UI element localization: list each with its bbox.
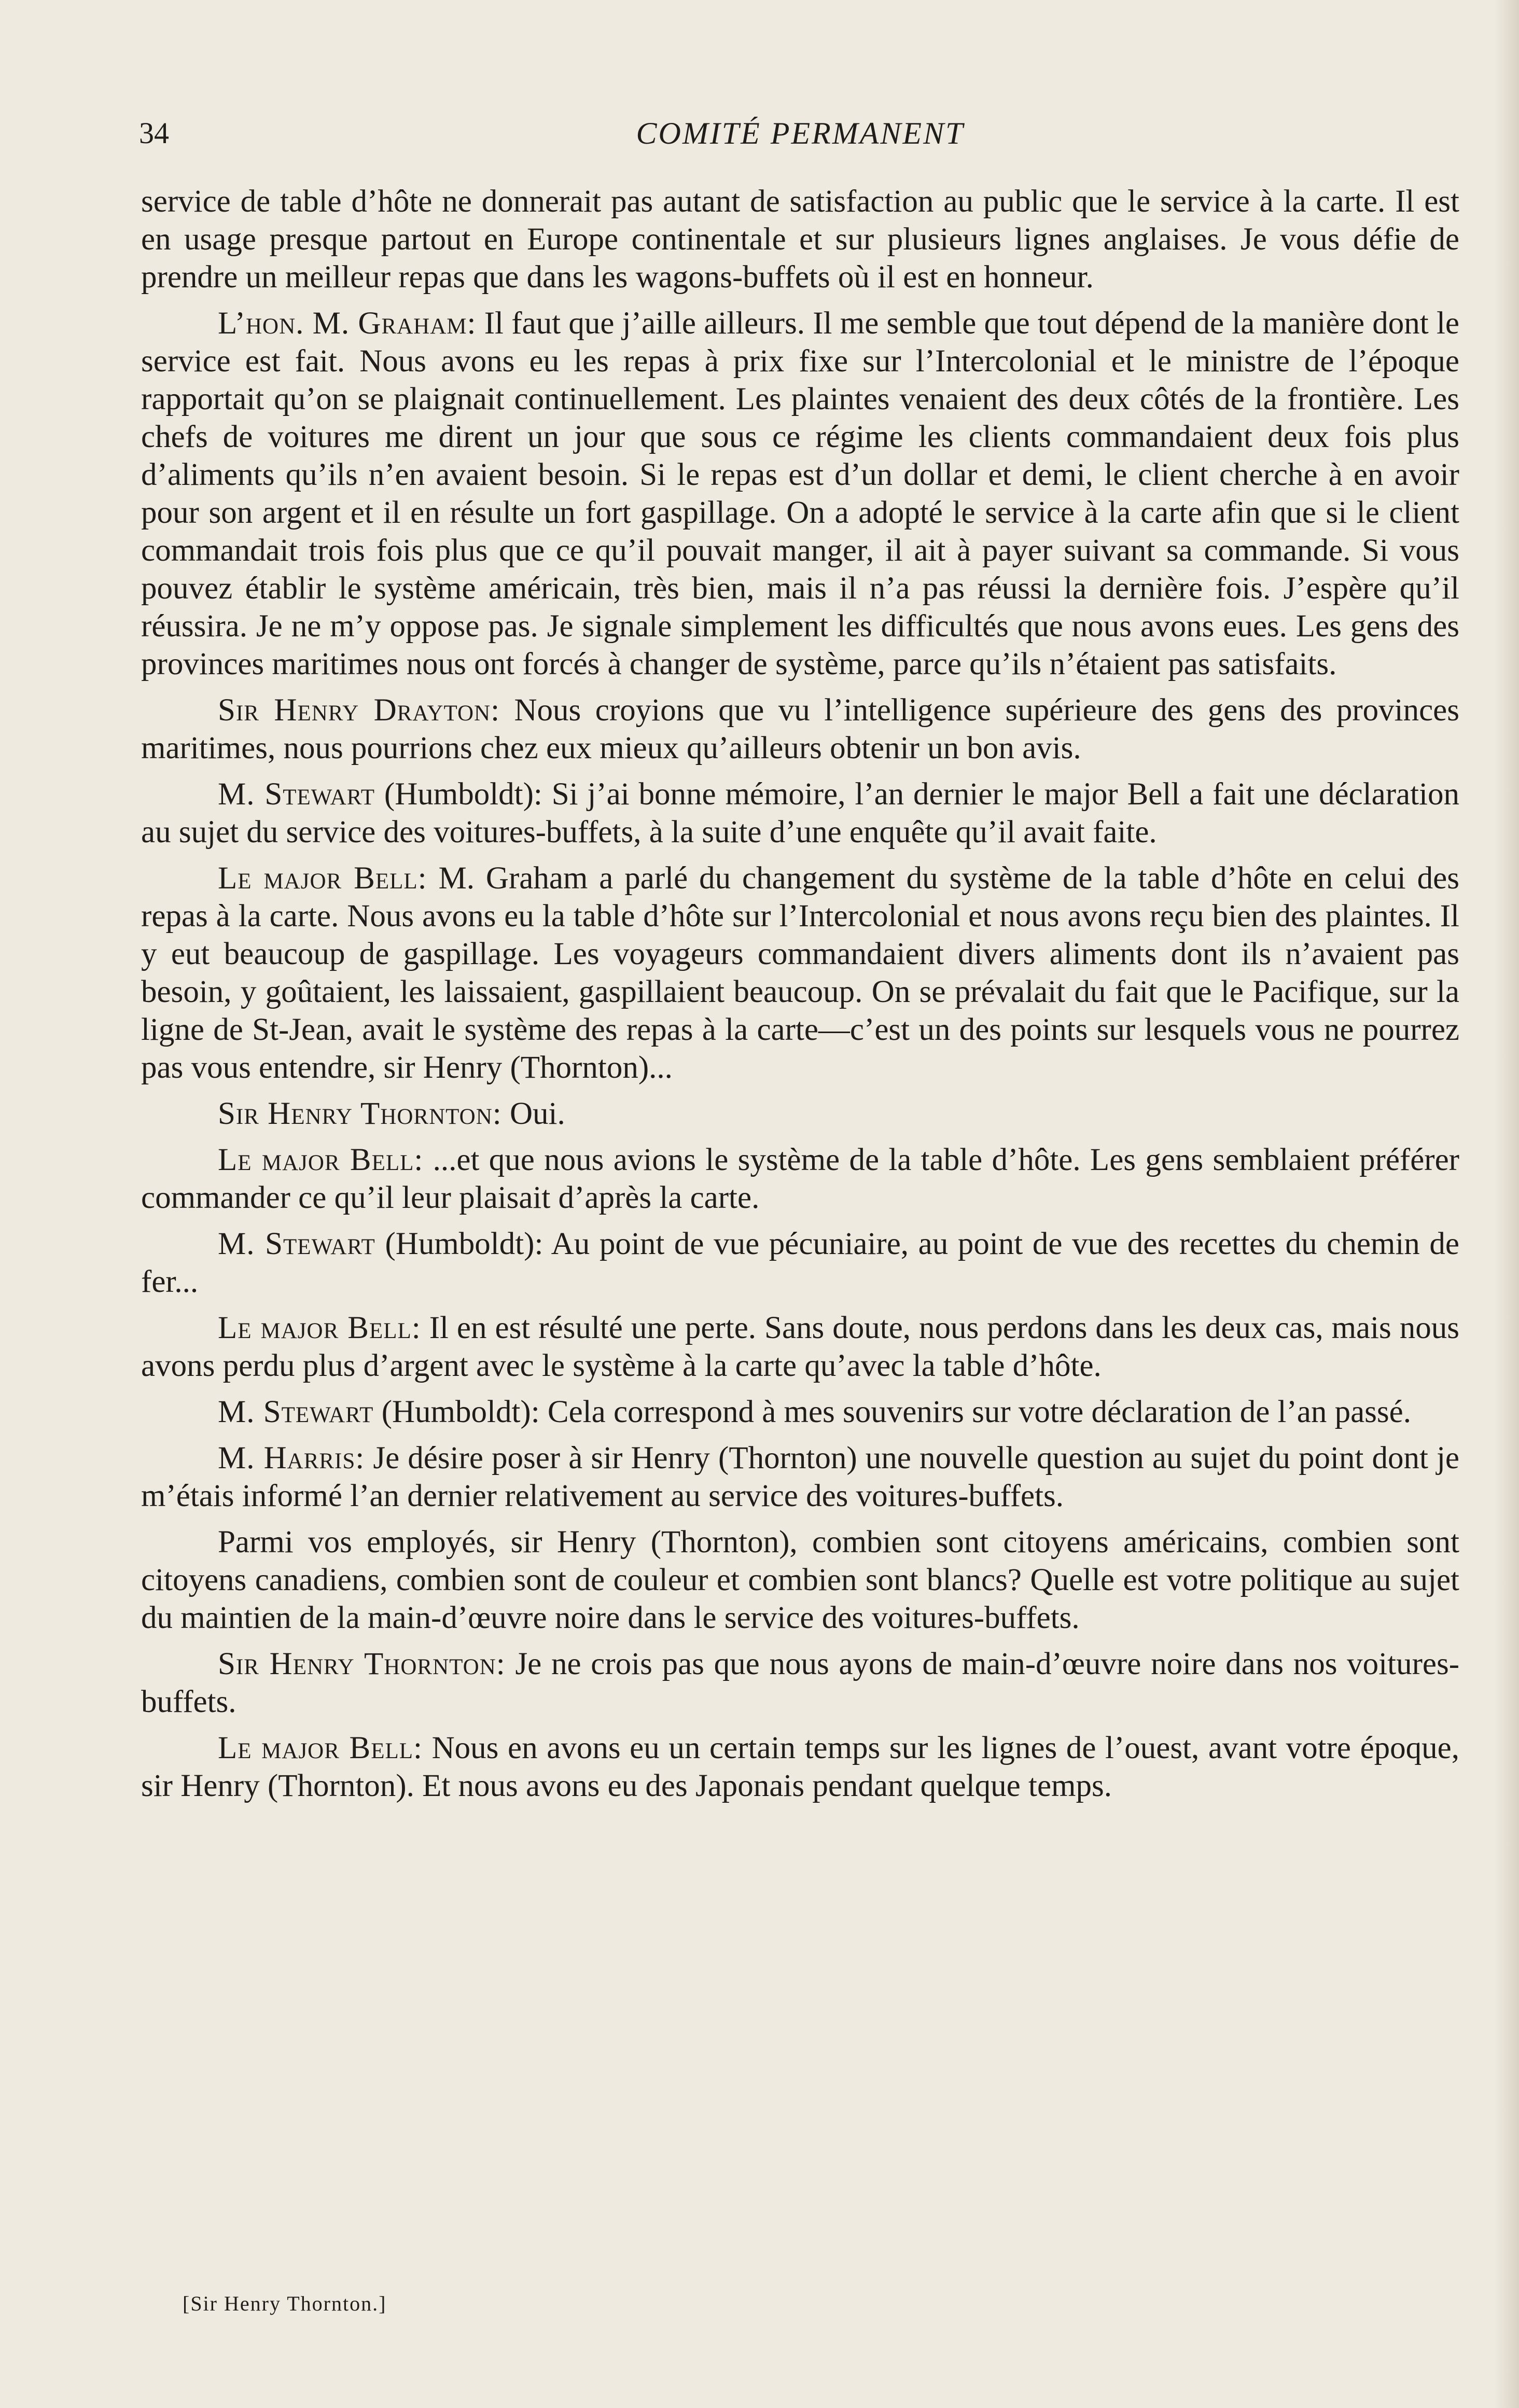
paragraph xyxy=(141,1095,1459,1133)
speaker-name: M. Stewart xyxy=(218,1227,375,1261)
speaker-name: Le major Bell: xyxy=(218,1311,421,1345)
paragraph-text: M. Graham a parlé du changement du système de la table d’hôte en celui des repas à la carte. Nous avons eu la table d’hôte sur l’Intercolonial et nous avons reçu bien des plaintes. Il y eut beaucoup de gaspillage. Les voyageurs commandaient divers aliments dont ils n’avaient pas besoin, y goûtaient, les laissaient, gaspillaient beaucoup. On se prévalait du fait que le Pacifique, sur la ligne de St-Jean, avait le système des repas à la carte—c’est un des points sur lesquels vous ne pourrez pas vous entendre, sir Henry (Thornton)... xyxy=(141,861,1459,1085)
paragraph xyxy=(141,1645,1459,1721)
speaker-name: L’hon. M. Graham: xyxy=(218,306,477,341)
paragraph xyxy=(141,691,1459,767)
speaker-name: Le major Bell: xyxy=(218,861,427,896)
page-number: 34 xyxy=(139,116,169,150)
speaker-name: Sir Henry Drayton: xyxy=(218,693,500,728)
paragraph-text: Parmi vos employés, sir Henry (Thornton), combien sont citoyens américains, combien sont citoyens canadiens, combien sont de couleur et combien sont blancs? Quelle est votre politique au sujet du maintien de la main-d’œuvre noire dans le service des voitures-buffets. xyxy=(141,1525,1459,1635)
paragraph-text: Nous en avons eu un certain temps sur les lignes de l’ouest, avant votre époque, sir Henry (Thornton). Et nous avons eu des Japonais pendant quelque temps. xyxy=(141,1731,1460,1803)
speaker-name: M. Stewart xyxy=(218,1395,374,1429)
speaker-name: Sir Henry Thornton: xyxy=(218,1096,502,1131)
paragraph xyxy=(141,1393,1459,1431)
paragraph-text: (Humboldt): Au point de vue pécuniaire, au point de vue des recettes du chemin de fer... xyxy=(141,1227,1460,1299)
paragraph xyxy=(141,1729,1459,1805)
paragraph xyxy=(141,1225,1459,1301)
paragraph xyxy=(141,1309,1459,1385)
paragraph-text: ...et que nous avions le système de la table d’hôte. Les gens semblaient préférer commander ce qu’il leur plaisait d’après la carte. xyxy=(141,1143,1459,1215)
speaker-name: M. Harris: xyxy=(218,1441,365,1476)
speaker-name: Le major Bell: xyxy=(218,1143,424,1177)
paragraph xyxy=(141,304,1459,683)
paragraph-text: Je ne crois pas que nous ayons de main-d’œuvre noire dans nos voitures-buffets. xyxy=(141,1647,1460,1719)
paragraph-text: Nous croyions que vu l’intelligence supérieure des gens des provinces maritimes, nous pourrions chez eux mieux qu’ailleurs obtenir un bon avis. xyxy=(141,693,1459,765)
paragraph-text: Oui. xyxy=(509,1096,565,1131)
speaker-name: Sir Henry Thornton: xyxy=(218,1647,506,1681)
speaker-name: M. Stewart xyxy=(218,777,375,812)
paragraph xyxy=(141,859,1459,1087)
paragraph xyxy=(141,1439,1459,1515)
page-edge-shadow xyxy=(1494,0,1519,2408)
page-body xyxy=(141,183,1459,1813)
paragraph-text: Je désire poser à sir Henry (Thornton) une nouvelle question au sujet du point dont je m’étais informé l’an dernier relativement au service des voitures-buffets. xyxy=(141,1441,1460,1513)
speaker-name: Le major Bell: xyxy=(218,1731,423,1765)
paragraph xyxy=(141,1523,1459,1637)
paragraph xyxy=(141,183,1459,296)
paragraph-text: service de table d’hôte ne donnerait pas autant de satisfaction au public que le service à la carte. Il est en usage presque partout en Europe continentale et sur plusieurs lignes anglaises. Je vous défie de prendre un meilleur repas que dans les wagons-buffets où il est en honneur. xyxy=(141,184,1459,295)
paragraph-text: (Humboldt): Si j’ai bonne mémoire, l’an dernier le major Bell a fait une déclaration au sujet du service des voitures-buffets, à la suite d’une enquête qu’il avait faite. xyxy=(141,777,1459,850)
page-header xyxy=(139,110,1461,157)
footer-note: [Sir Henry Thornton.] xyxy=(183,2292,387,2315)
paragraph xyxy=(141,775,1459,851)
paragraph-text: Il faut que j’aille ailleurs. Il me semble que tout dépend de la manière dont le service est fait. Nous avons eu les repas à prix fixe sur l’Intercolonial et le ministre de l’époque rapportait qu’on se plaignait continuellement. Les plaintes venaient des deux côtés de la frontière. Les chefs de voitures me dirent un jour que sous ce régime les clients commandaient deux fois plus d’aliments qu’ils n’en avaient besoin. Si le repas est d’un dollar et demi, le client cherche à en avoir pour son argent et il en résulte un fort gaspillage. On a adopté le service à la carte afin que si le client commandait trois fois plus que ce qu’il pouvait manger, il ait à payer suivant sa commande. Si vous pouvez établir le système américain, très bien, mais il n’a pas réussi la dernière fois. J’espère qu’il réussira. Je ne m’y oppose pas. Je signale simplement les difficultés que nous avons eues. Les gens des provinces maritimes nous ont forcés à changer de système, parce qu’ils n’étaient pas satisfaits. xyxy=(141,306,1459,681)
paragraph-text: Il en est résulté une perte. Sans doute, nous perdons dans les deux cas, mais nous avons perdu plus d’argent avec le système à la carte qu’avec la table d’hôte. xyxy=(141,1311,1460,1383)
paragraph xyxy=(141,1141,1459,1217)
running-title: COMITÉ PERMANENT xyxy=(636,116,965,150)
paragraph-text: (Humboldt): Cela correspond à mes souvenirs sur votre déclaration de l’an passé. xyxy=(381,1395,1411,1429)
